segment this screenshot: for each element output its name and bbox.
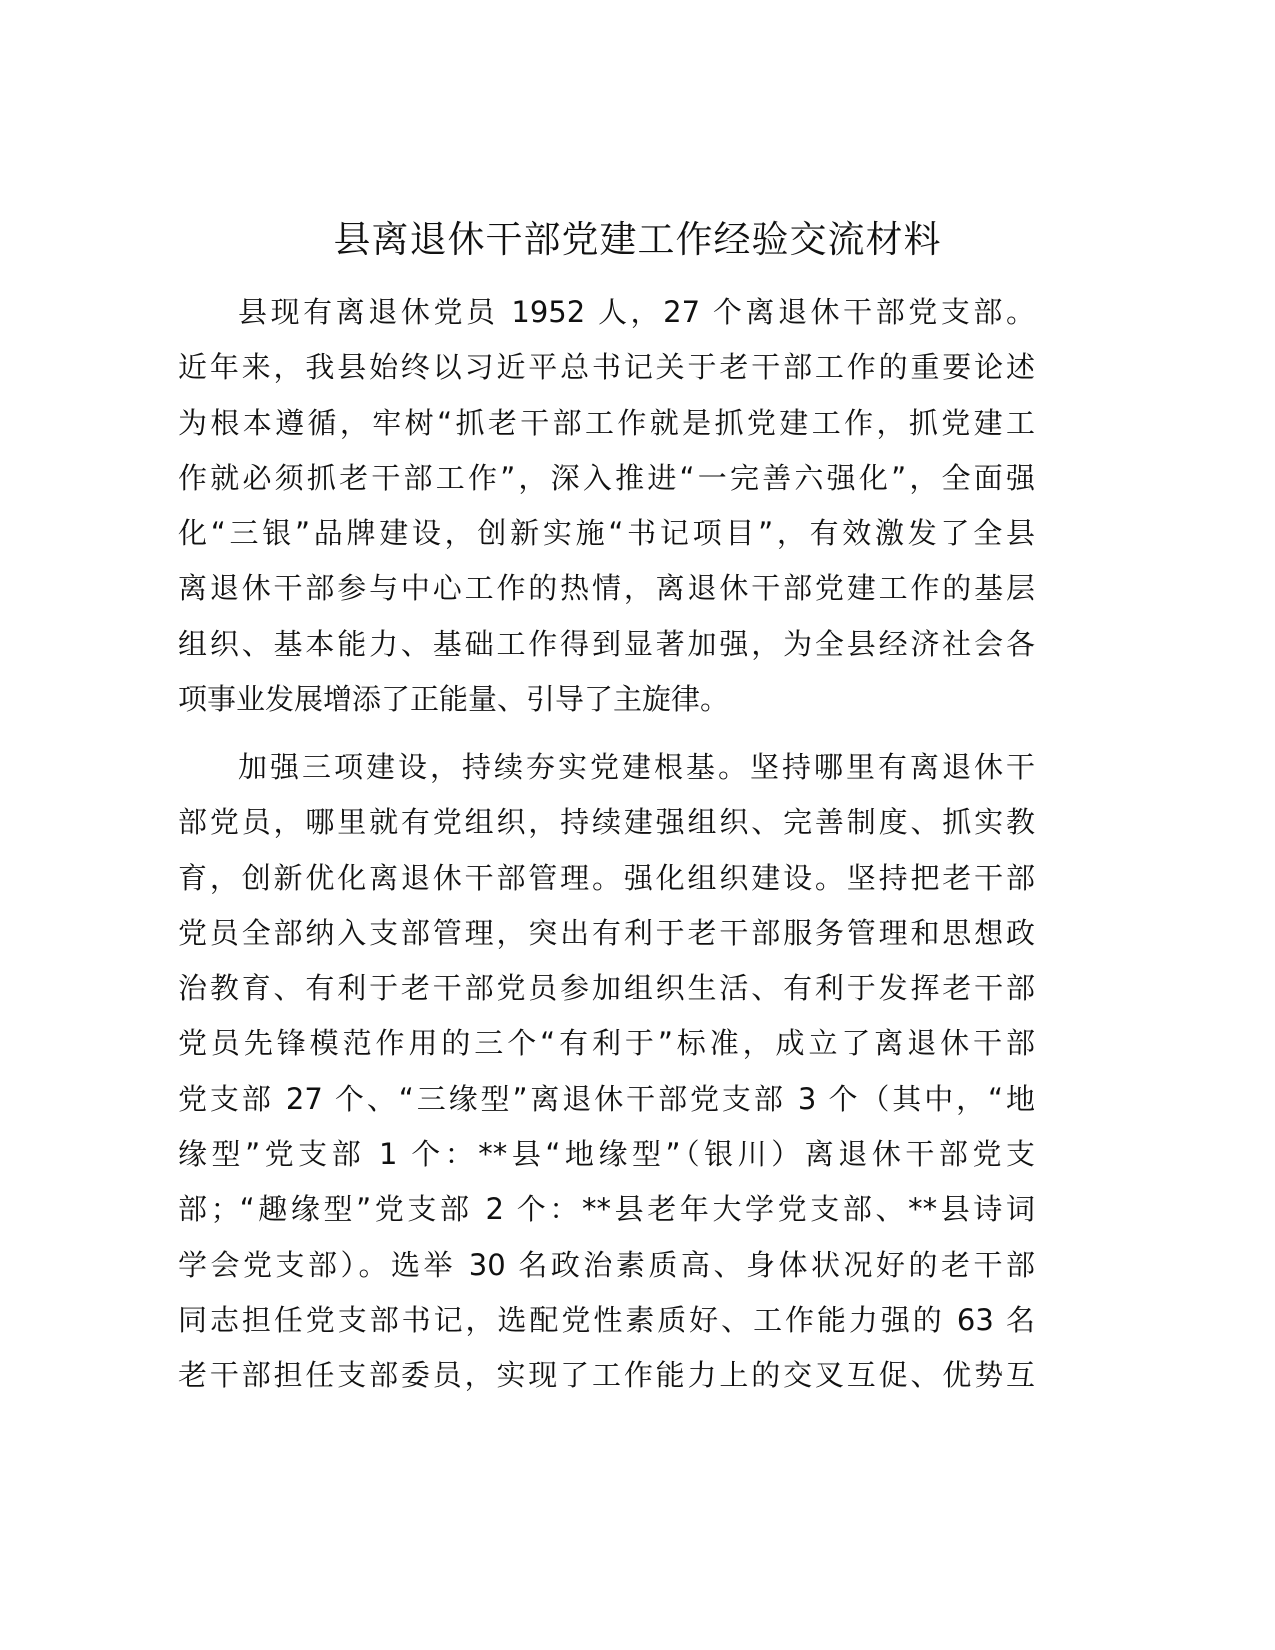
- text-line: 部党员，哪里就有党组织，持续建强组织、完善制度、抓实教: [178, 805, 1035, 840]
- text-line: 为根本遵循，牢树“抓老干部工作就是抓党建工作，抓党建工: [178, 405, 1035, 440]
- text-line: 同志担任党支部书记，选配党性素质好、工作能力强的 63 名: [178, 1302, 1035, 1337]
- text-line: 项事业发展增添了正能量、引导了主旋律。: [178, 682, 730, 717]
- text-line: 党支部 27 个、“三缘型”离退休干部党支部 3 个（其中，“地: [178, 1081, 1035, 1116]
- text-line: 党员先锋模范作用的三个“有利于”标准，成立了离退休干部: [178, 1026, 1035, 1061]
- text-line: 老干部担任支部委员，实现了工作能力上的交叉互促、优势互: [178, 1358, 1035, 1393]
- text-line: 近年来，我县始终以习近平总书记关于老干部工作的重要论述: [178, 350, 1035, 385]
- paragraph-2: [178, 740, 1035, 1404]
- text-line: 党员全部纳入支部管理，突出有利于老干部服务管理和思想政: [178, 915, 1035, 950]
- text-line: 化“三银”品牌建设，创新实施“书记项目”，有效激发了全县: [178, 516, 1035, 551]
- text-line: 离退休干部参与中心工作的热情，离退休干部党建工作的基层: [178, 571, 1035, 606]
- paragraph-1: [178, 285, 1035, 727]
- document-title: 县离退休干部党建工作经验交流材料: [333, 218, 942, 261]
- text-line: 组织、基本能力、基础工作得到显著加强，为全县经济社会各: [178, 626, 1035, 661]
- text-line: 治教育、有利于老干部党员参加组织生活、有利于发挥老干部: [178, 971, 1035, 1006]
- text-line: 学会党支部）。选举 30 名政治素质高、身体状况好的老干部: [178, 1247, 1035, 1282]
- text-line: 作就必须抓老干部工作”，深入推进“一完善六强化”，全面强: [178, 460, 1035, 495]
- text-line: 加强三项建设，持续夯实党建根基。坚持哪里有离退休干: [238, 750, 1035, 784]
- text-line: 缘型”党支部 1 个：**县“地缘型”（银川）离退休干部党支: [178, 1137, 1035, 1172]
- text-line: 部；“趣缘型”党支部 2 个：**县老年大学党支部、**县诗词: [178, 1192, 1035, 1227]
- text-line: 县现有离退休党员 1952 人，27 个离退休干部党支部。: [238, 295, 1035, 329]
- text-line: 育，创新优化离退休干部管理。强化组织建设。坚持把老干部: [178, 860, 1035, 895]
